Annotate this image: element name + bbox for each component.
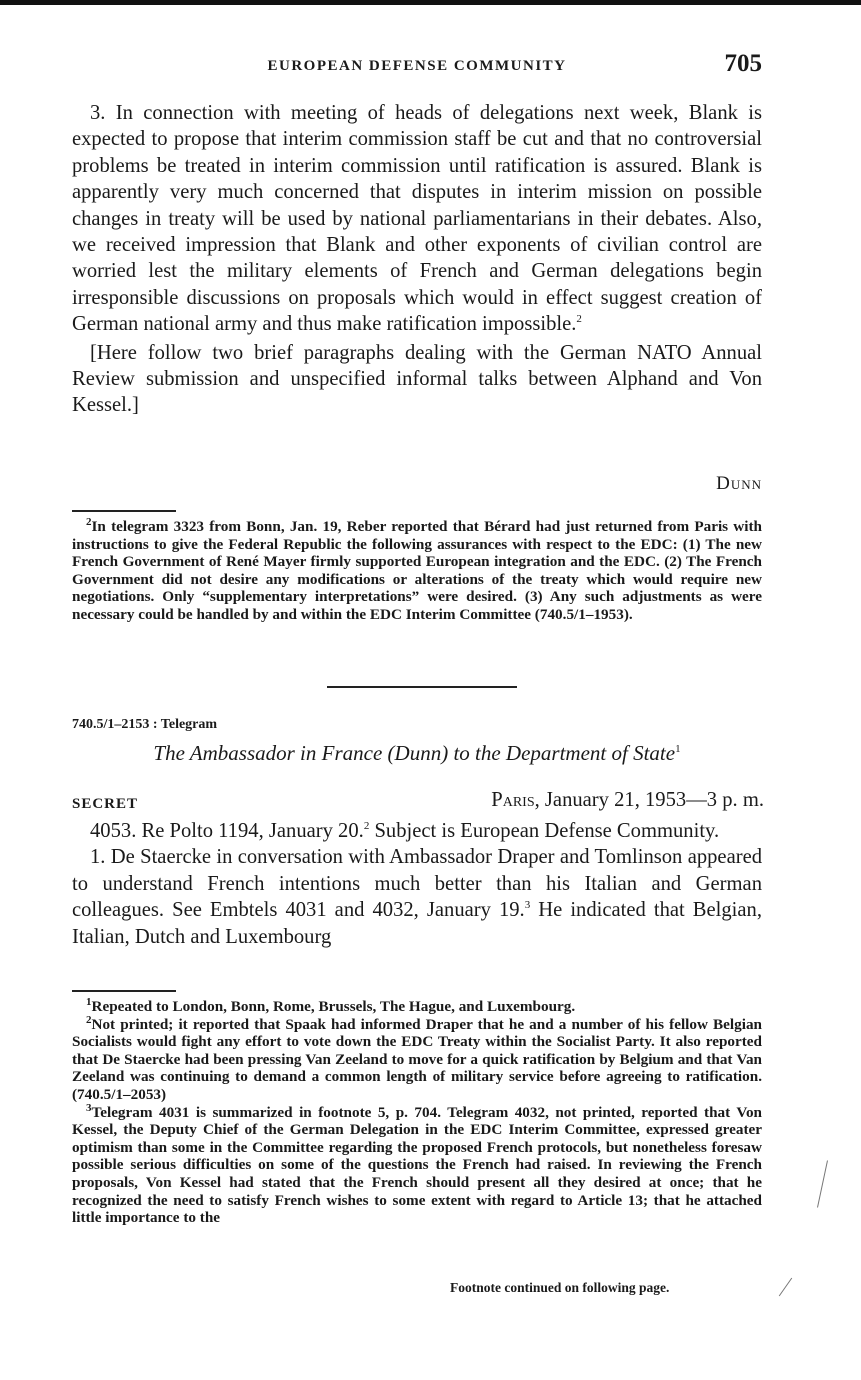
paragraph-1: 1. De Staercke in conversation with Ambassador Draper and Tomlinson appeared to understand French intentions much better than his Italian and German colleagues. See Embtels 4031 and 4032, January 19.$^3$ He indicated that Belgian, Italian, Dutch and Luxembourg — [72, 846, 762, 948]
editorial-note: [Here follow two brief paragraphs dealing with the German NATO Annual Review submission and unspecified informal talks between Alphand and Von Kessel.] — [72, 341, 762, 417]
paragraph-3: 3. In connection with meeting of heads of delegations next week, Blank is expected to propose that interim commission staff be cut and that no controversial problems be treated in interim commission until ratification is assured. Blank is apparently very much concerned that disputes in interim mission on possible changes in treaty will be used by national parliamentarians in their debates. Also, we received impression that Blank and other exponents of civilian control are worried lest the military elements of French and German delegations begin irresponsible discussions on proposals which would in effect suggest creation of German national army and thus make ratification impossible.$^2$ — [72, 102, 762, 336]
margin-pencil-mark — [817, 1160, 828, 1207]
footnote-ref: 2 — [363, 820, 370, 833]
author-name: Dunn — [394, 741, 442, 765]
margin-pencil-mark — [779, 1278, 792, 1297]
file-number: 740.5/1–2153 : Telegram — [72, 717, 218, 732]
footnote-rule — [72, 510, 176, 512]
footnote-continued-note: Footnote continued on following page. — [450, 1280, 670, 1295]
previous-document-body — [72, 100, 762, 419]
footnote-mark: 2 — [86, 515, 92, 528]
document-separator — [327, 686, 517, 688]
footnote-rule — [72, 990, 176, 992]
footnote-ref: 1 — [675, 743, 681, 755]
footnote-2: $^2$Not printed; it reported that Spaak had informed Draper that he and a number of his fellow Belgian Socialists would fight any effort to vote down the EDC Treaty within the Socialist Party. It also reported that De Staercke had been pressing Van Zeeland to move for a quick ratification by Belgium and that Van Zeeland was continuing to demand a common length of military service before agreeing to ratification. (740.5/1–2053) — [72, 1013, 762, 1103]
footnote-previous: $^2$In telegram 3323 from Bonn, Jan. 19, Reber reported that Bérard had just returned from Paris with instructions to give the Federal Republic the following assurances with respect to the EDC: (1) The new French Government of René Mayer firmly supported European integration and the EDC. (2) The French Government did not desire any modifications or alterations of the treaty which would require new negotiations. Only “supplementary interpretations” were desired. (3) Any such adjustments as were necessary could be handled by and within the EDC Interim Committee (740.5/1–1953). — [72, 515, 762, 623]
page-header — [72, 50, 762, 82]
footnote-1: $^1$Repeated to London, Bonn, Rome, Brussels, The Hague, and Luxembourg. — [86, 995, 576, 1015]
running-title: EUROPEAN DEFENSE COMMUNITY — [267, 58, 567, 74]
document-title: The Ambassador in France (Dunn) to the Department of State$^1$ — [153, 741, 681, 765]
page-number: 705 — [724, 50, 762, 77]
top-border-rule — [0, 0, 861, 5]
signature: Dunn — [716, 473, 762, 494]
footnote-ref: 3 — [524, 899, 531, 912]
footnote-3: $^3$Telegram 4031 is summarized in footnote 5, p. 704. Telegram 4032, not printed, reported that Von Kessel, the Deputy Chief of the German Delegation in the EDC Interim Committee, expressed greater optimism than some in the Committee regarding the proposed French protocols, but nonetheless foresaw possible serious difficulties on some of the questions the French had raised. In reviewing the French proposals, Von Kessel had stated that the French should present all they desired at once; that he recognized the need to satisfy French wishes to some extent with regard to Article 13; that he attached little importance to the — [72, 1101, 762, 1227]
footnotes — [72, 995, 762, 1227]
footnote-ref: 2 — [576, 313, 582, 326]
dateline: Paris, January 21, 1953—3 p. m. — [491, 789, 764, 811]
document-body — [72, 818, 762, 950]
opening-paragraph: 4053. Re Polto 1194, January 20.$^2$ Subject is European Defense Community. — [90, 820, 720, 842]
classification: SECRET — [72, 796, 139, 812]
